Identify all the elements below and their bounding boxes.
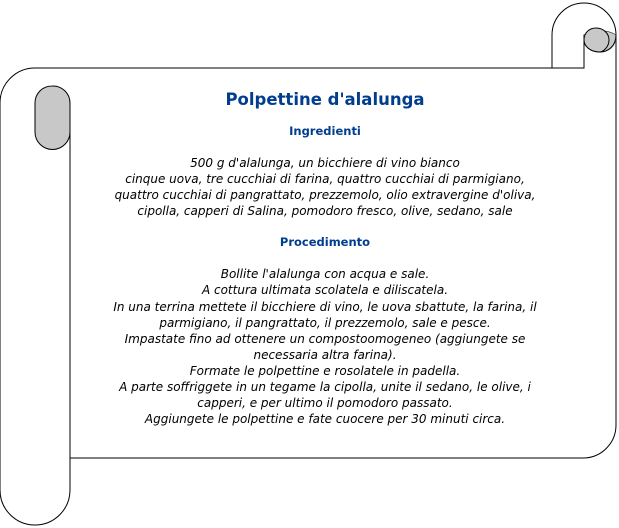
procedure-line: Bollite l'alalunga con acqua e sale. — [220, 267, 430, 282]
left-curl-shade — [35, 86, 70, 150]
procedure-line: Aggiungete le polpettine e fate cuocere per 30 minuti circa. — [144, 412, 506, 427]
recipe-title: Polpettine d'alalunga — [225, 90, 425, 109]
ingredients-heading: Ingredienti — [289, 124, 361, 138]
ingredients-line: cinque uova, tre cucchiai di farina, quattro cucchiai di parmigiano, — [125, 172, 525, 187]
ingredients-text — [70, 155, 580, 219]
ingredients-line: cipolla, capperi di Salina, pomodoro fresco, olive, sedano, sale — [137, 204, 513, 219]
recipe-content — [70, 84, 580, 427]
procedure-line: necessaria altra farina). — [253, 347, 397, 362]
procedure-line: A parte soffriggete in un tegame la cipolla, unite il sedano, le olive, i — [119, 380, 531, 395]
ingredients-line: 500 g d'alalunga, un bicchiere di vino bianco — [190, 156, 460, 170]
ingredients-line: quattro cucchiai di pangrattato, prezzemolo, olio extravergine d'oliva, — [114, 188, 536, 203]
top-right-curl-shade — [584, 28, 609, 52]
procedure-line: A cottura ultimata scolatela e diliscatela. — [201, 283, 449, 298]
procedure-text — [70, 266, 580, 427]
procedure-line: capperi, e per ultimo il pomodoro passato. — [197, 396, 453, 411]
procedure-heading: Procedimento — [279, 235, 371, 250]
procedure-line: parmigiano, il pangrattato, il prezzemolo, sale e pesce. — [159, 315, 491, 330]
procedure-line: In una terrina mettete il bicchiere di vino, le uova sbattute, la farina, il — [113, 299, 537, 314]
procedure-line: Formate le polpettine e rosolatele in padella. — [189, 363, 461, 378]
procedure-line: Impastate fino ad ottenere un compostoomogeneo (aggiungete se — [124, 331, 526, 346]
